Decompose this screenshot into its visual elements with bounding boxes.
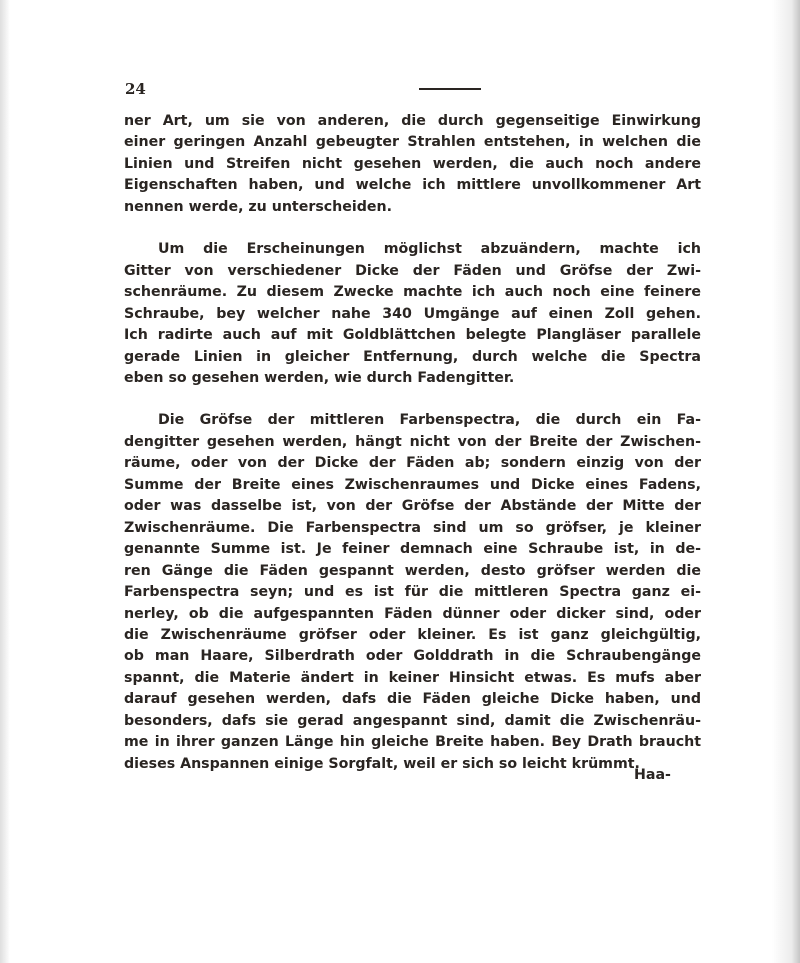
text-line: Eigenschaften haben, und welche ich mittlere unvollkommener Art [124,177,701,194]
text-line: Um die Erscheinungen möglichst abzuändern, machte ich [158,241,701,258]
paragraph-2 [124,239,701,389]
text-line: genannte Summe ist. Je feiner demnach eine Schraube ist, in de- [124,541,701,558]
text-line: besonders, dafs sie gerad angespannt sind, damit die Zwischenräu- [124,712,701,729]
text-line: Linien und Streifen nicht gesehen werden, die auch noch andere [124,155,701,172]
text-line: nennen werde, zu unterscheiden. [124,198,393,215]
text-line: nerley, ob die aufgespannten Fäden dünner oder dicker sind, oder [124,605,701,622]
text-line: eben so gesehen werden, wie durch Fadengitter. [124,369,515,386]
page-header [125,80,725,100]
text-line: schenräume. Zu diesem Zwecke machte ich auch noch eine feinere [124,284,701,301]
text-line: Ich radirte auch auf mit Goldblättchen belegte Plangläser parallele [124,327,701,344]
header-rule [419,88,481,90]
text-line: Gitter von verschiedener Dicke der Fäden und Gröfse der Zwi- [124,262,701,279]
text-line: die Zwischenräume gröfser oder kleiner. Es ist ganz gleichgültig, [124,626,701,643]
text-line: spannt, die Materie ändert in keiner Hinsicht etwas. Es mufs aber [124,669,701,686]
text-line: ren Gänge die Fäden gespannt werden, desto gröfser werden die [124,562,701,579]
text-line: gerade Linien in gleicher Entfernung, durch welche die Spectra [124,348,701,365]
paragraph-3 [124,410,701,775]
paragraph-1 [124,111,701,218]
text-line: räume, oder von der Dicke der Fäden ab; sondern einzig von der [124,455,701,472]
page-number: 24 [125,80,146,98]
text-line: dengitter gesehen werden, hängt nicht von der Breite der Zwischen- [124,433,701,450]
text-line: Summe der Breite eines Zwischenraumes und Dicke eines Fadens, [124,476,701,493]
text-line: oder was dasselbe ist, von der Gröfse der Abstände der Mitte der [124,498,701,515]
page-edge-shadow-left [0,0,10,963]
text-line: me in ihrer ganzen Länge hin gleiche Breite haben. Bey Drath braucht [124,734,701,751]
text-line: ob man Haare, Silberdrath oder Golddrath in die Schraubengänge [124,648,701,665]
text-line: darauf gesehen werden, dafs die Fäden gleiche Dicke haben, und [124,691,701,708]
catchword: Haa- [634,767,671,783]
text-line: einer geringen Anzahl gebeugter Strahlen entstehen, in welchen die [124,134,701,151]
text-line: Zwischenräume. Die Farbenspectra sind um so gröfser, je kleiner [124,519,701,536]
text-line: dieses Anspannen einige Sorgfalt, weil er sich so leicht krümmt. [124,755,640,772]
text-line: Farbenspectra seyn; und es ist für die mittleren Spectra ganz ei- [124,584,701,601]
body-text [124,111,701,775]
text-line: Die Gröfse der mittleren Farbenspectra, die durch ein Fa- [158,412,701,429]
text-line: ner Art, um sie von anderen, die durch gegenseitige Einwirkung [124,113,701,129]
page-edge-shadow-right [772,0,800,963]
text-line: Schraube, bey welcher nahe 340 Umgänge auf einen Zoll gehen. [124,305,701,322]
